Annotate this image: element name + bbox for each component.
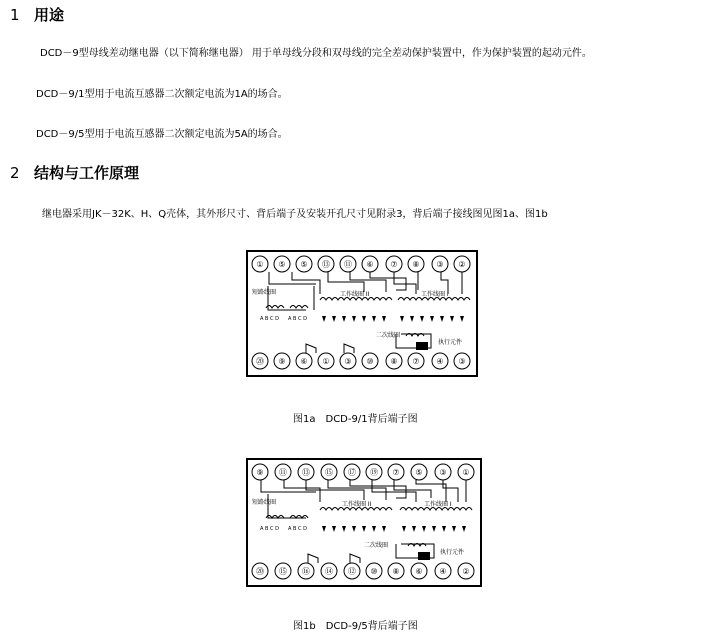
terminal-label: ⑤ bbox=[278, 260, 286, 269]
paragraph-dcd9-5: DCD－9/5型用于电流互感器二次额定电流为5A的场合。 bbox=[36, 129, 288, 140]
terminal-label: ④ bbox=[439, 567, 447, 576]
terminal-label: ⑰ bbox=[348, 468, 356, 477]
label-work-winding-2: 工作线圈 II bbox=[340, 291, 370, 298]
terminal-label: ⑧ bbox=[390, 357, 398, 366]
exec-relay-block bbox=[418, 552, 430, 560]
terminal-label: ⑬ bbox=[322, 260, 330, 269]
label-work-winding-1: 工作线圈 I bbox=[424, 501, 452, 508]
terminal-label: ⑭ bbox=[325, 567, 333, 576]
label-exec-element: 执行元件 bbox=[438, 339, 463, 346]
section-title: 结构与工作原理 bbox=[34, 164, 140, 182]
section-number: 1 bbox=[10, 6, 20, 24]
terminal-label: ⑧ bbox=[392, 567, 400, 576]
terminal-label: ② bbox=[462, 567, 470, 576]
terminal-label: ⑨ bbox=[278, 357, 286, 366]
terminal-label: ⑲ bbox=[370, 468, 378, 477]
label-work-winding-2: 工作线圈 II bbox=[342, 501, 372, 508]
terminal-label: ⑪ bbox=[344, 260, 352, 269]
terminal-label: ⑩ bbox=[370, 567, 378, 576]
label-abcd-mid: A B C D bbox=[288, 316, 307, 322]
terminal-label: ⑮ bbox=[279, 567, 287, 576]
terminal-label: ⑦ bbox=[412, 357, 420, 366]
terminal-label: ⑮ bbox=[325, 468, 333, 477]
paragraph-structure: 继电器采用JK－32K、H、Q壳体，其外形尺寸、背后端子及安装开孔尺寸见附录3，背后端子接线图见图1a、图1b bbox=[42, 209, 548, 220]
terminal-label: ⑨ bbox=[256, 468, 264, 477]
paragraph-dcd9-1: DCD－9/1型用于电流互感器二次额定电流为1A的场合。 bbox=[36, 89, 288, 100]
exec-relay-block bbox=[416, 342, 428, 350]
terminal-label: ④ bbox=[436, 357, 444, 366]
terminal-label: ⑬ bbox=[302, 468, 310, 477]
label-short-winding: 短路线圈 bbox=[252, 289, 277, 296]
terminal-label: ⑯ bbox=[302, 567, 310, 576]
terminal-label: ② bbox=[458, 260, 466, 269]
section-number: 2 bbox=[10, 164, 20, 182]
terminal-label: ⑦ bbox=[392, 468, 400, 477]
terminal-label: ③ bbox=[344, 357, 352, 366]
label-secondary-winding: 二次线圈 bbox=[364, 542, 389, 549]
terminal-label: ⑫ bbox=[348, 567, 356, 576]
terminal-label: ⑦ bbox=[390, 260, 398, 269]
terminal-label: ⑥ bbox=[300, 357, 308, 366]
terminal-label: ① bbox=[462, 468, 470, 477]
terminal-label: ① bbox=[256, 260, 264, 269]
terminal-label: ⑤ bbox=[415, 468, 423, 477]
terminal-label: ③ bbox=[439, 468, 447, 477]
label-abcd-left: A B C D bbox=[260, 526, 279, 532]
terminal-label: ⑥ bbox=[366, 260, 374, 269]
label-short-winding: 短路线圈 bbox=[252, 499, 277, 506]
terminal-label: ③ bbox=[436, 260, 444, 269]
figure-1a-caption: 图1a DCD-9/1背后端子图 bbox=[293, 414, 418, 425]
terminal-diagram-1a bbox=[246, 250, 478, 377]
terminal-label: ③ bbox=[458, 357, 466, 366]
terminal-label: ⑳ bbox=[256, 357, 264, 366]
terminal-label: ① bbox=[322, 357, 330, 366]
label-exec-element: 执行元件 bbox=[440, 549, 465, 556]
terminal-label: ⑧ bbox=[412, 260, 420, 269]
label-abcd-mid: A B C D bbox=[288, 526, 307, 532]
section-1-heading bbox=[10, 4, 64, 25]
terminal-label: ⑪ bbox=[279, 468, 287, 477]
terminal-label: ⑳ bbox=[256, 567, 264, 576]
section-title: 用途 bbox=[34, 6, 65, 24]
figure-1b-caption: 图1b DCD-9/5背后端子图 bbox=[293, 621, 418, 632]
terminal-label: ⑤ bbox=[300, 260, 308, 269]
label-secondary-winding: 二次线圈 bbox=[376, 332, 401, 339]
section-2-heading bbox=[10, 162, 139, 183]
terminal-label: ⑥ bbox=[415, 567, 423, 576]
paragraph-purpose: DCD－9型母线差动继电器（以下简称继电器） 用于单母线分段和双母线的完全差动保护装置中，作为保护装置的起动元件。 bbox=[40, 48, 592, 59]
label-work-winding-1: 工作线圈 I bbox=[421, 291, 449, 298]
terminal-label: ⑩ bbox=[366, 357, 374, 366]
terminal-diagram-1b bbox=[246, 458, 482, 587]
label-abcd-left: A B C D bbox=[260, 316, 279, 322]
